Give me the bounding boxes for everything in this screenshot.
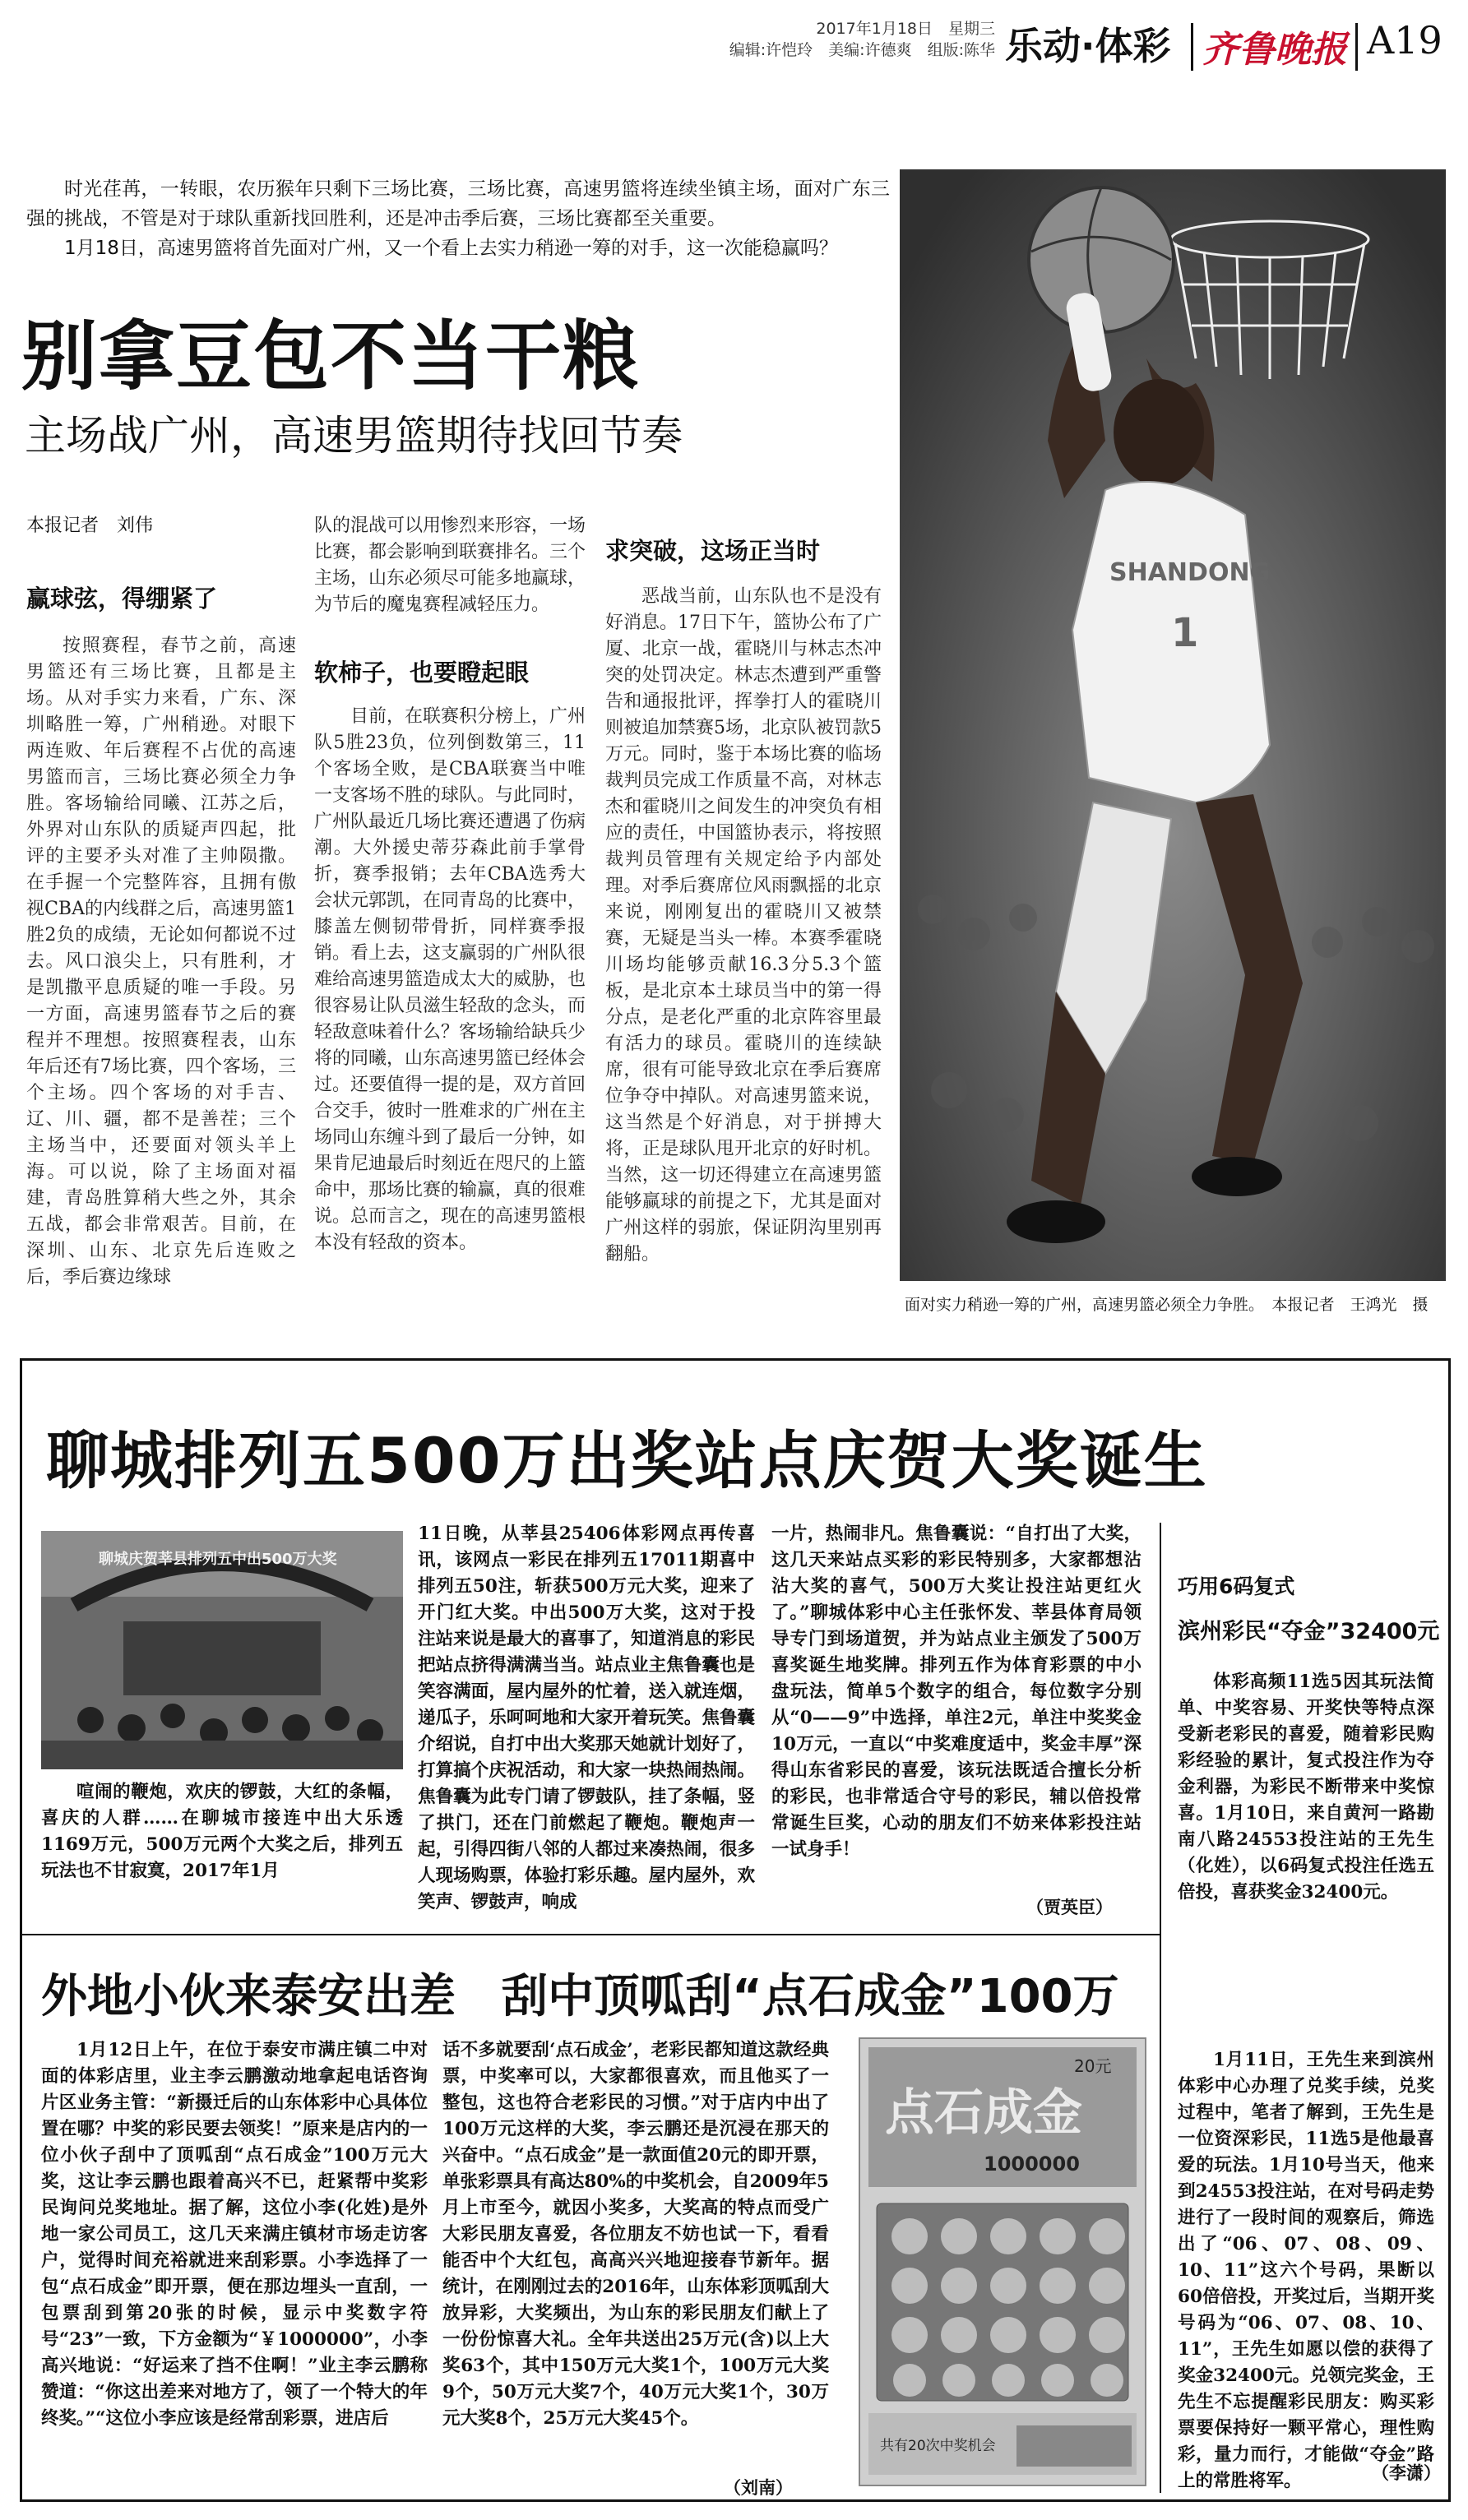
scratch-headline: 外地小伙来泰安出差 刮中顶呱刮“点石成金”100万: [41, 1970, 1119, 2023]
lead-intro: 时光荏苒，一转眼，农历猴年只剩下三场比赛，三场比赛，高速男篮将连续坐镇主场，面对广东三强的挑战，不管是对于球队重新找回胜利，还是冲击季后赛，三场比赛都至关重要。: [26, 178, 890, 229]
header-editors: 编辑:许恺玲 美编:许德爽 组版:陈华: [729, 41, 995, 59]
lottery-col3-signature: （贾英臣）: [1026, 1897, 1113, 1917]
jersey-lettering: SHANDONG: [1109, 558, 1271, 587]
lead-intro-2: 1月18日，高速男篮将首先面对广州，又一个看上去实力稍逊一筹的对手，这一次能稳赢吗？: [64, 238, 838, 259]
lead-col2-head: 软柿子，也要瞪起眼: [314, 659, 530, 687]
header-divider: [1355, 23, 1358, 71]
sidebar-headline: 滨州彩民“夺金”32400元: [1178, 1619, 1440, 1644]
header-date: 2017年1月18日 星期三: [816, 20, 995, 38]
lead-col1-text: 按照赛程，春节之前，高速男篮还有三场比赛，且都是主场。从对手实力来看，广东、深圳略胜一筹，广州稍逊。对眼下两连败、年后赛程不占优的高速男篮而言，三场比赛必须全力争胜。客场输给同曦、江苏之后，外界对山东队的质疑声四起，批评的主要矛头对准了主帅陨撒。在手握一个完整阵容，且拥有傲视CBA的内线群之后，高速男篮1胜2负的成绩，无论如何都说不过去。风口浪尖上，只有胜利，才是凯撒平息质疑的唯一手段。另一方面，高速男篮春节之后的赛程并不理想。按照赛程表，山东年后还有7场比赛，四个客场，三个主场。四个客场的对手吉、辽、川、疆，都不是善茬；三个主场当中，还要面对领头羊上海。可以说，除了主场面对福建，青岛胜算稍大些之外，其余五战，都会非常艰苦。目前，在深圳、山东、北京先后连败之后，季后赛边缘球: [26, 636, 296, 1288]
lead-byline: 本报记者 刘伟: [26, 516, 154, 536]
lottery-col2: 11日晚，从莘县25406体彩网点再传喜讯，该网点一彩民在排列五17011期喜中排列五50注，斩获500万元大奖，迎来了开门红大奖。中出500万大奖，这对于投注站来说是最大的喜事了，知道消息的彩民把站点挤得满满当当。站点业主焦鲁囊也是笑容满面，屋内屋外的忙着，送入就连烟，递瓜子，乐呵呵地和大家开着玩笑。焦鲁囊介绍说，自打中出大奖那天她就计划好了，打算搞个庆祝活动，和大家一块热闹热闹。焦鲁囊为此专门请了锣鼓队，挂了条幅，竖了拱门，还在门前燃起了鞭炮。鞭炮声一起，引得四街八邻的人都过来凑热闹，很多人现场购票，体验打彩乐趣。屋内屋外，欢笑声、锣鼓声，响成: [418, 1524, 755, 1912]
page-number: A19: [1367, 18, 1443, 62]
story-divider: [21, 1934, 1160, 1935]
jersey-number: 1: [1171, 610, 1199, 656]
scratch-signature: （刘南）: [724, 2477, 793, 2498]
scratch-ticket-image: [859, 2037, 1146, 2486]
section-border-right: [1448, 1358, 1451, 2501]
lead-headline: 别拿豆包不当干粮: [21, 312, 641, 400]
ticket-footer: 共有20次中奖机会: [880, 2438, 996, 2454]
ticket-name: 点石成金: [885, 2084, 1082, 2142]
lead-col2-text-b: 目前，在联赛积分榜上，广州队5胜23负，位列倒数第三，11个客场全败，是CBA联赛当中唯一支客场不胜的球队。与此同时，广州队最近几场比赛还遭遇了伤病潮。大外援史蒂芬森此前手掌骨折，赛季报销；去年CBA选秀大会状元郭凯，在同青岛的比赛中，膝盖左侧韧带骨折，同样赛季报销。看上去，这支赢弱的广州队很难给高速男篮造成太大的威胁，也很容易让队员滋生轻敌的念头，而轻敌意味着什么？客场输给缺兵少将的同曦，山东高速男篮已经体会过。还要值得一提的是，双方首回合交手，彼时一胜难求的广州在主场同山东缠斗到了最后一分钟，如果肯尼迪最后时刻近在咫尺的上篮命中，那场比赛的输赢，真的很难说。总而言之，现在的高速男篮根本没有轻敌的资本。: [314, 706, 586, 1253]
scratch-ticket-art: [860, 2039, 1145, 2485]
sidebar-signature: （李潇）: [1372, 2462, 1441, 2483]
section-border-bottom: [20, 2499, 1451, 2502]
lottery-headline: 聊城排列五500万出奖站点庆贺大奖诞生: [46, 1424, 1208, 1497]
lead-col3-text: 恶战当前，山东队也不是没有好消息。17日下午，篮协公布了广厦、北京一战，霍晓川与林志杰冲突的处罚决定。林志杰遭到严重警告和通报批评，挥拳打人的霍晓川则被追加禁赛5场，北京队被罚款5万元。同时，鉴于本场比赛的临场裁判员完成工作质量不高，对林志杰和霍晓川之间发生的冲突负有相应的责任，中国篮协表示，将按照裁判员管理有关规定给予内部处理。对季后赛席位风雨飘摇的北京来说，刚刚复出的霍晓川又被禁赛，无疑是当头一棒。本赛季霍晓川场均能够贡献16.3分5.3个篮板，是北京本土球员当中的第一得分点，是老化严重的北京阵容里最有活力的球员。霍晓川的连续缺席，很有可能导致北京在季后赛席位争夺中掉队。对高速男篮来说，这当然是个好消息，对于拼搏大将，正是球队甩开北京的好时机。当然，这一切还得建立在高速男篮能够赢球的前提之下，尤其是面对广州这样的弱旅，保证阴沟里别再翻船。: [605, 586, 882, 1265]
section-divider: [20, 1358, 1451, 1361]
ticket-amount: 1000000: [984, 2152, 1080, 2176]
header-divider: [1191, 23, 1193, 71]
lead-col3-head: 求突破，这场正当时: [605, 537, 821, 565]
sidebar-text-b: 1月11日，王先生来到滨州体彩中心办理了兑奖手续，兑奖过程中，笔者了解到，王先生是一位资深彩民，11选5是他最喜爱的玩法。1月10号当天，他来到24553投注站，在对号码走势进行了一段时间的观察后，筛选出了“06、07、08、09、10、11”这六个号码，果断以60倍倍投，开奖过后，当期开奖号码为“06、07、08、10、11”，王先生如愿以偿的获得了奖金32400元。兑领完奖金，王先生不忘提醒彩民朋友：购买彩票要保持好一颗平常心，理性购彩，量力而行，才能做“夺金”路上的常胜将军。: [1178, 2050, 1434, 2491]
scratch-col2: 话不多就要刮‘点石成金’，老彩民都知道这款经典票，中奖率可以，大家都很喜欢，而且他买了一整包，这也符合老彩民的习惯。”对于店内中出了100万元这样的大奖，李云鹏还是沉浸在那天的兴奋中。“点石成金”是一款面值20元的即开票，单张彩票具有高达80%的中奖机会，自2009年5月上市至今，就因小奖多，大奖高的特点而受广大彩民朋友喜爱，各位朋友不妨也试一下，看看能否中个大红包，高高兴兴地迎接春节新年。据统计，在刚刚过去的2016年，山东体彩顶呱刮大放异彩，大奖频出，为山东的彩民朋友们献上了一份份惊喜大礼。全年共送出25万元(含)以上大奖63个，其中150万元大奖1个，100万元大奖9个，50万元大奖7个，40万元大奖1个，30万元大奖8个，25万元大奖45个。: [442, 2040, 829, 2429]
celebration-photo-caption: 喧闹的鞭炮，欢庆的锣鼓，大红的条幅，喜庆的人群……在聊城市接连中出大乐透1169万元，500万元两个大奖之后，排列五玩法也不甘寂寞，2017年1月: [41, 1782, 403, 1881]
sidebar-text-a: 体彩高频11选5因其玩法简单、中奖容易、开奖快等特点深受新老彩民的喜爱，随着彩民购彩经验的累计，复式投注作为夺金利器，为彩民不断带来中奖惊喜。1月10日，来自黄河一路勘南八路24553投注站的王先生（化姓），以6码复式投注任选五倍投，喜获奖金32400元。: [1178, 1672, 1434, 1903]
ticket-price: 20元: [1074, 2056, 1112, 2076]
sidebar-divider: [1160, 1523, 1161, 2493]
newspaper-logo: 齐鲁晚报: [1202, 29, 1347, 71]
basketball-photo: [900, 169, 1446, 1281]
lead-subheadline: 主场战广州，高速男篮期待找回节奏: [25, 412, 683, 460]
celebration-photo: [41, 1531, 403, 1769]
section-border-left: [20, 1358, 22, 2501]
basketball-photo-art: [900, 169, 1446, 1281]
lottery-col3: 一片，热闹非凡。焦鲁囊说：“自打出了大奖，这几天来站点买彩的彩民特别多，大家都想沾沾大奖的喜气，500万大奖让投注站更红火了。”聊城体彩中心主任张怀发、莘县体育局领导专门到场道贺，并为站点业主颁发了500万喜奖诞生地奖牌。排列五作为体育彩票的中小盘玩法，简单5个数字的组合，每位数字分别从“0——9”中选择，单注2元，单注中奖奖金10万元，一直以“中奖难度适中，奖金丰厚”深得山东省彩民的喜爱，该玩法既适合擅长分析的彩民，也非常适合守号的彩民，辅以倍投常常诞生巨奖，心动的朋友们不妨来体彩投注站一试身手！: [771, 1524, 1142, 1860]
photo-caption: 面对实力稍逊一筹的广州，高速男篮必须全力争胜。 本报记者 王鸿光 摄: [905, 1296, 1429, 1314]
scratch-col1: 1月12日上午，在位于泰安市满庄镇二中对面的体彩店里，业主李云鹏激动地拿起电话咨询片区业务主管：“新摄迁后的山东体彩中心具体位置在哪？中奖的彩民要去领奖！”原来是店内的一位小伙子刮中了顶呱刮“点石成金”100万元大奖，这让李云鹏也跟着高兴不已，赶紧帮中奖彩民询问兑奖地址。据了解，这位小李(化姓)是外地一家公司员工，这几天来满庄镇材市场走访客户，觉得时间充裕就进来刮彩票。小李选择了一包“点石成金”即开票，便在那边埋头一直刮，一包票刮到第20张的时候，显示中奖数字符号“23”一致，下方金额为“￥1000000”，小李高兴地说：“好运来了挡不住啊！”业主李云鹏称赞道：“你这出差来对地方了，领了一个特大的年终奖。”“这位小李应该是经常刮彩票，进店后: [41, 2040, 428, 2429]
celebration-banner: 聊城庆贺莘县排列五中出500万大奖: [99, 1551, 337, 1568]
section-title: 乐动·体彩: [1005, 24, 1171, 68]
lead-col1-head: 赢球弦，得绷紧了: [26, 585, 218, 613]
celebration-photo-art: [41, 1531, 403, 1769]
sidebar-kicker: 巧用6码复式: [1178, 1574, 1295, 1598]
lead-col2-text-a: 队的混战可以用惨烈来形容，一场比赛，都会影响到联赛排名。三个主场，山东必须尽可能多地赢球，为节后的魔鬼赛程减轻压力。: [314, 516, 586, 615]
header-meta: [707, 18, 995, 61]
